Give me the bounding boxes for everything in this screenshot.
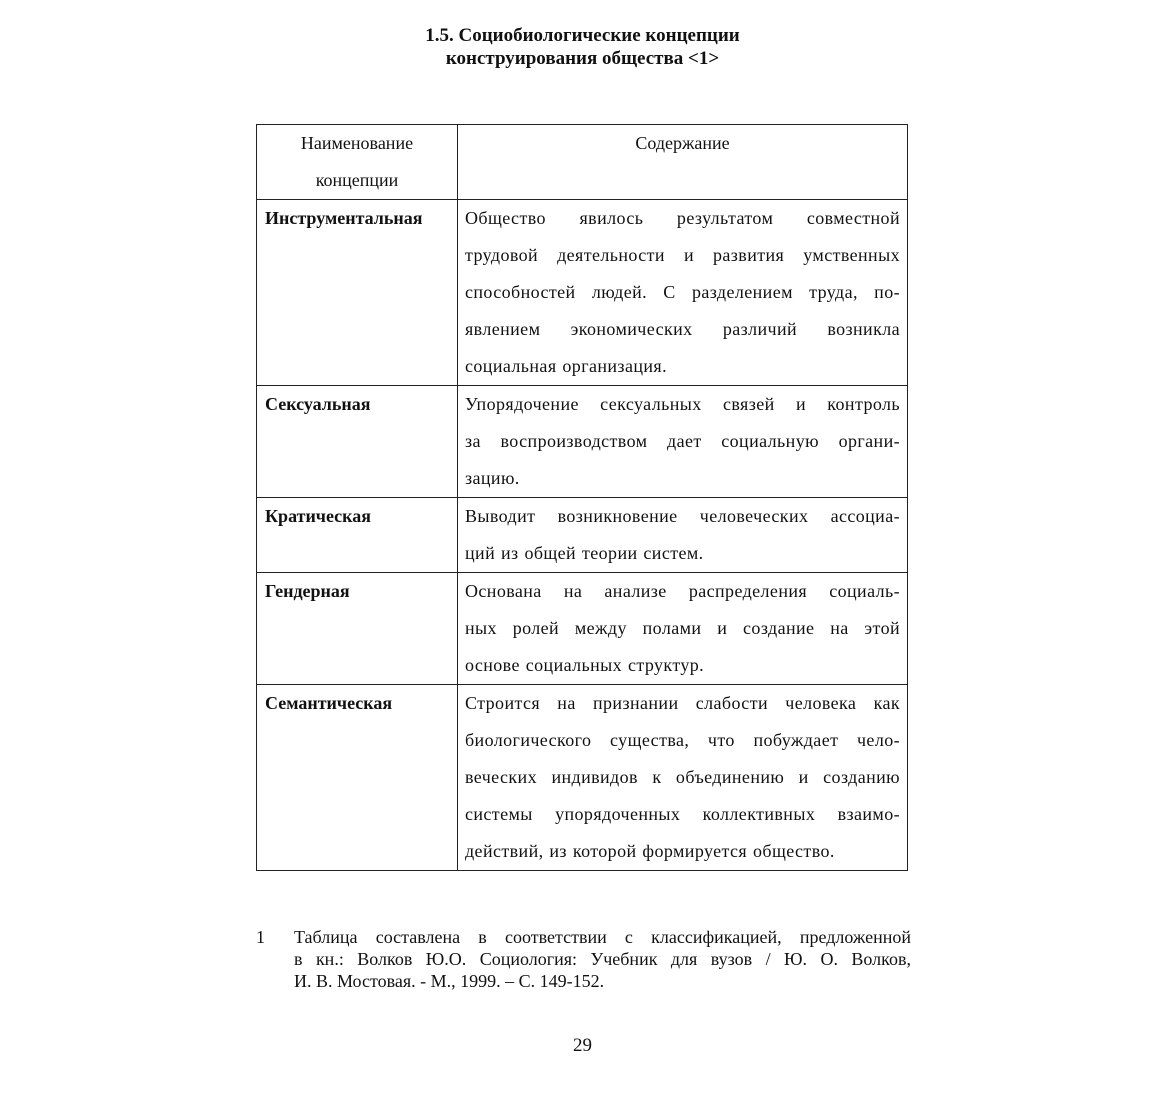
content-line: Выводит возникновение человеческих ассоциа-: [465, 506, 900, 526]
content-line: веческих индивидов к объединению и созданию: [465, 767, 900, 787]
content-line: ций из общей теории систем.: [465, 543, 704, 563]
header-content-cell: Содержание: [458, 125, 908, 200]
content-line: действий, из которой формируется общество.: [465, 841, 835, 861]
page-title: [0, 24, 1165, 70]
concept-name: Сексуальная: [257, 386, 458, 498]
content-line: трудовой деятельности и развития умственных: [465, 245, 900, 265]
concept-content: [458, 498, 908, 573]
concept-name: Семантическая: [257, 685, 458, 871]
content-line: Основана на анализе распределения социаль-: [465, 581, 900, 601]
table-row: [257, 498, 908, 573]
concept-content: [458, 386, 908, 498]
content-line: ных ролей между полами и создание на этой: [465, 618, 900, 638]
page-title-line-1: 1.5. Социобиологические концепции: [425, 25, 740, 46]
concept-name: Гендерная: [257, 573, 458, 685]
concept-content: [458, 685, 908, 871]
footnote: [256, 926, 911, 992]
concept-content: [458, 200, 908, 386]
content-line: явлением экономических различий возникла: [465, 319, 900, 339]
table-row: [257, 386, 908, 498]
footnote-text: [294, 926, 911, 992]
concept-name: Инструментальная: [257, 200, 458, 386]
content-line: зацию.: [465, 468, 520, 488]
footnote-line: И. В. Мостовая. - М., 1999. – С. 149-152.: [294, 971, 605, 991]
page-title-line-2: конструирования общества <1>: [445, 48, 720, 69]
table-row: [257, 685, 908, 871]
table-row: [257, 200, 908, 386]
content-line: за воспроизводством дает социальную органи-: [465, 431, 900, 451]
content-line: Упорядочение сексуальных связей и контроль: [465, 394, 900, 414]
content-line: Строится на признании слабости человека как: [465, 693, 900, 713]
content-line: способностей людей. С разделением труда, по-: [465, 282, 900, 302]
header-name-cell: [257, 125, 458, 200]
header-name-line-1: Наименование: [300, 133, 414, 153]
table-row: [257, 573, 908, 685]
table-header-row: [257, 125, 908, 200]
page-number: 29: [573, 1035, 592, 1056]
footnote-line: в кн.: Волков Ю.О. Социология: Учебник для вузов / Ю. О. Волков,: [294, 949, 911, 969]
header-name-line-2: концепции: [315, 170, 399, 190]
content-line: основе социальных структур.: [465, 655, 705, 675]
content-line: Общество явилось результатом совместной: [465, 208, 900, 228]
content-line: биологического существа, что побуждает чело-: [465, 730, 900, 750]
footnote-line: Таблица составлена в соответствии с классификацией, предложенной: [294, 927, 911, 947]
concepts-table: [256, 124, 908, 871]
footnote-mark: 1: [256, 927, 265, 947]
content-line: системы упорядоченных коллективных взаимо-: [465, 804, 900, 824]
concept-content: [458, 573, 908, 685]
content-line: социальная организация.: [465, 356, 667, 376]
concept-name: Кратическая: [257, 498, 458, 573]
